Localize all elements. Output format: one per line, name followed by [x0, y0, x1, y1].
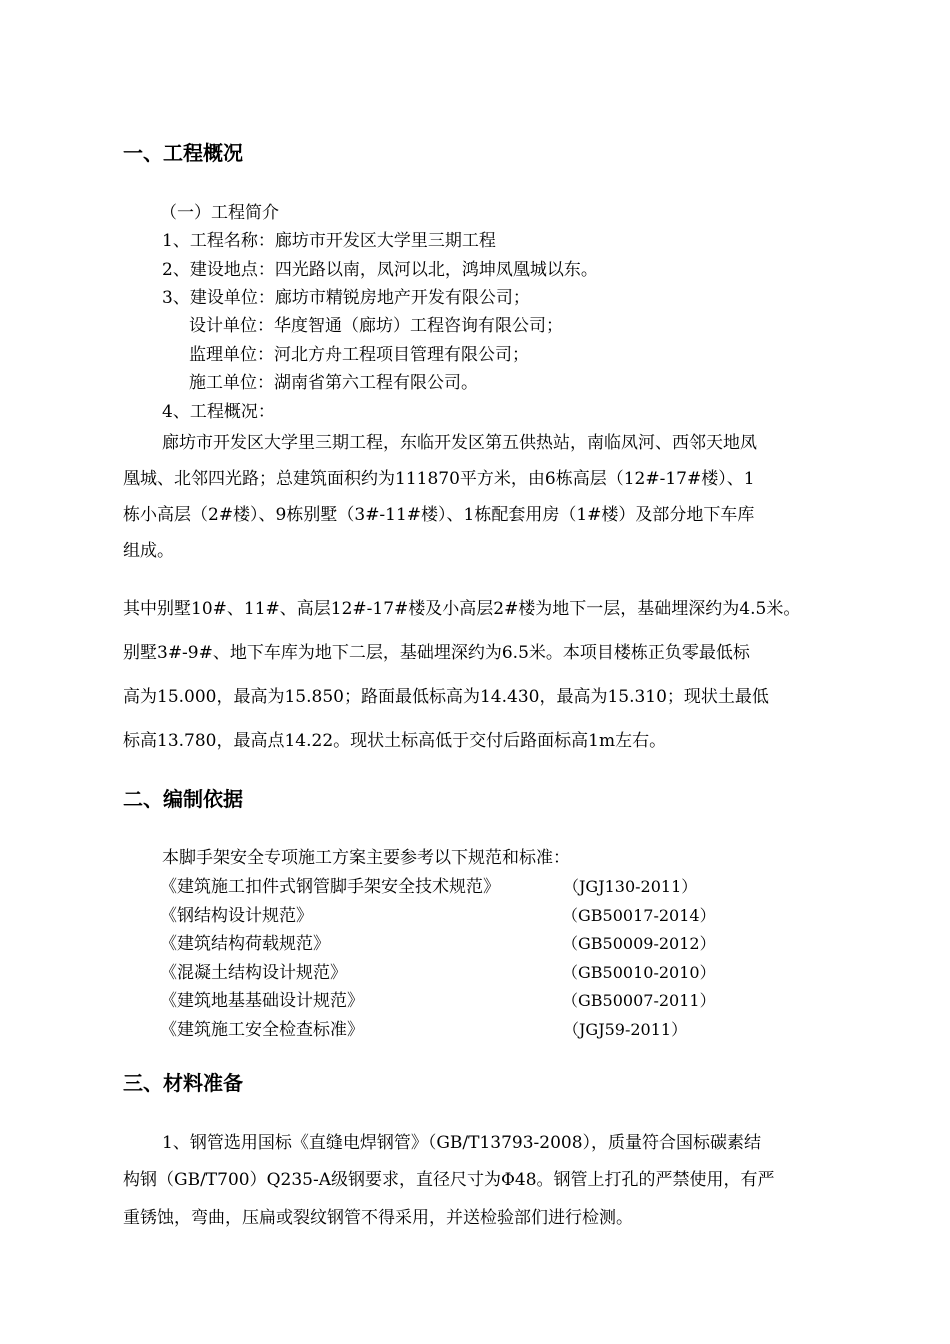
standard-code: （GB50017-2014） [562, 906, 716, 925]
foundation-paragraph-line: 别墅3#-9#、地下车库为地下二层，基础埋深约为6.5米。本项目楼栋正负零最低标 [123, 643, 750, 663]
project-location: 2、建设地点：四光路以南，凤河以北，鸿坤凤凰城以东。 [162, 260, 598, 280]
basis-intro: 本脚手架安全专项施工方案主要参考以下规范和标准： [162, 848, 570, 868]
supervision-unit: 监理单位：河北方舟工程项目管理有限公司； [189, 345, 529, 365]
foundation-paragraph-line: 其中别墅10#、11#、高层12#-17#楼及小高层2#楼为地下一层，基础埋深约为4.5米。 [123, 599, 801, 619]
section-title-overview: 一、工程概况 [123, 141, 243, 165]
foundation-paragraph-line: 标高13.780，最高点14.22。现状土标高低于交付后路面标高1m左右。 [123, 731, 667, 751]
materials-paragraph-line: 1、钢管选用国标《直缝电焊钢管》（GB/T13793-2008），质量符合国标碳素结 [162, 1133, 762, 1153]
project-name: 1、工程名称：廊坊市开发区大学里三期工程 [162, 231, 496, 251]
foundation-paragraph-line: 高为15.000，最高为15.850；路面最低标高为14.430，最高为15.310；现状土最低 [123, 687, 769, 707]
standard-name: 《钢结构设计规范》 [160, 906, 313, 926]
overview-paragraph-line: 栋小高层（2#楼）、9栋别墅（3#-11#楼）、1栋配套用房（1#楼）及部分地下车库 [123, 505, 755, 525]
standard-name: 《建筑地基基础设计规范》 [160, 991, 364, 1011]
overview-label: 4、工程概况： [162, 402, 275, 422]
standard-name: 《建筑结构荷载规范》 [160, 934, 330, 954]
standard-name: 《建筑施工扣件式钢管脚手架安全技术规范》 [160, 877, 500, 897]
standard-code: （JGJ59-2011） [563, 1020, 688, 1039]
owner-unit: 3、建设单位：廊坊市精锐房地产开发有限公司； [162, 288, 530, 308]
standard-code: （GB50010-2010） [562, 963, 716, 982]
standard-name: 《混凝土结构设计规范》 [160, 963, 347, 983]
section-title-materials: 三、材料准备 [123, 1071, 243, 1095]
materials-paragraph-line: 构钢（GB/T700）Q235-A级钢要求，直径尺寸为Φ48。钢管上打孔的严禁使用，有严 [123, 1170, 775, 1190]
subsection-title: （一）工程简介 [160, 203, 279, 223]
standard-code: （GB50009-2012） [562, 934, 716, 953]
overview-paragraph-line: 廊坊市开发区大学里三期工程，东临开发区第五供热站，南临凤河、西邻天地凤 [162, 433, 757, 453]
construction-unit: 施工单位：湖南省第六工程有限公司。 [189, 373, 478, 393]
design-unit: 设计单位：华度智通（廊坊）工程咨询有限公司； [189, 316, 563, 336]
overview-paragraph-line: 凰城、北邻四光路；总建筑面积约为111870平方米，由6栋高层（12#-17#楼）、1 [123, 469, 755, 489]
overview-paragraph-line: 组成。 [123, 541, 174, 561]
section-title-basis: 二、编制依据 [123, 787, 243, 811]
standard-code: （GB50007-2011） [562, 991, 716, 1010]
standard-code: （JGJ130-2011） [563, 877, 698, 896]
materials-paragraph-line: 重锈蚀，弯曲，压扁或裂纹钢管不得采用，并送检验部们进行检测。 [123, 1208, 633, 1228]
standard-name: 《建筑施工安全检查标准》 [160, 1020, 364, 1040]
